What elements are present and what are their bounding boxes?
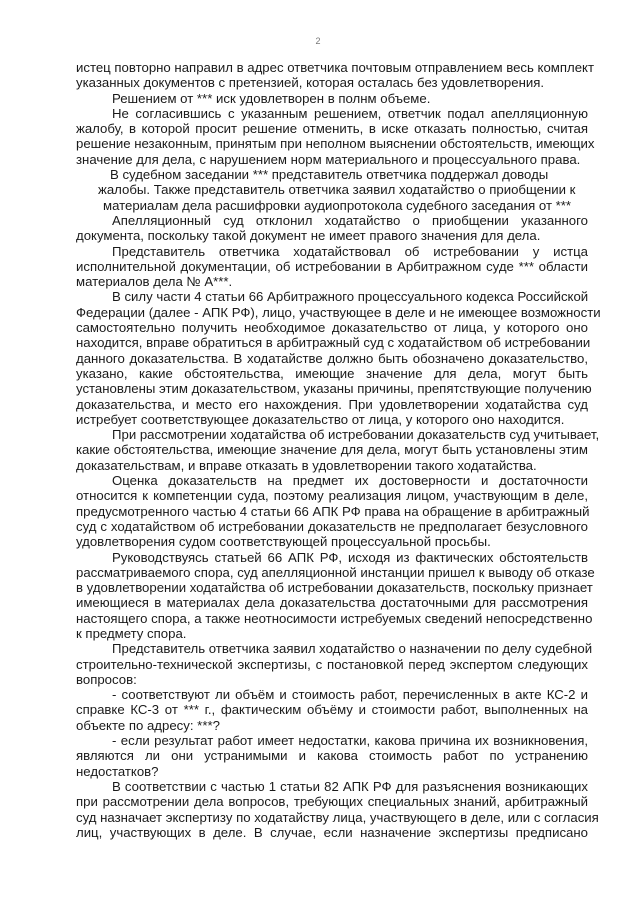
text-line: документа, поскольку такой документ не имеет правого значения для дела. [76,228,541,244]
text-line: решение незаконным, принятым при неполном выяснении обстоятельств, имеющих [76,136,595,152]
text-line: Представитель ответчика ходатайствовал об истребовании у истца [112,243,588,259]
text-line: В судебном заседании *** представитель ответчика поддержал доводы [110,167,549,183]
text-line: вопросов: [76,671,137,687]
text-line: находится, вправе обратиться в арбитражный суд с ходатайством об истребовании [76,335,591,351]
text-line: жалобу, в которой просит решение отменить, в иске отказать полностью, считая [76,121,588,137]
text-line: доказательствам, и вправе отказать в удовлетворении такого ходатайства. [76,457,537,473]
document-body [76,60,601,840]
text-line: недостатков? [76,763,159,779]
text-line: суд с ходатайством об истребовании доказательств не предполагает безусловного [76,518,588,534]
text-line: относится к компетенции суда, поэтому реализация лицом, участвующим в деле, [76,488,588,504]
text-line: При рассмотрении ходатайства об истребовании доказательств суд учитывает, [112,427,600,443]
text-line: имеющиеся в материалах дела доказательства достаточными для рассмотрения [76,595,588,611]
text-line: истец повторно направил в адрес ответчика почтовым отправлением весь комплект [76,60,594,75]
text-line: являются ли они устранимыми и какова стоимость работ по устранению [76,748,588,764]
text-line: материалам дела расшифровки аудиопротокола судебного заседания от *** [103,197,572,213]
text-line: удовлетворения судом соответствующей процессуальной просьбы. [76,534,491,550]
text-line: рассматриваемого спора, суд апелляционной инстанции пришел к выводу об отказе [76,564,595,580]
text-line: Не согласившись с указанным решением, ответчик подал апелляционную [112,105,588,121]
text-line: справке КС-3 от *** г., фактическим объёму и стоимости работ, выполненных на [76,702,588,718]
text-line: предусмотренного частью 4 статьи 66 АПК РФ права на обращение в арбитражный [76,503,590,519]
text-line: к предмету спора. [76,625,187,641]
text-line: указанных документов с претензией, которая осталась без удовлетворения. [76,75,545,91]
text-line: указано, какие обстоятельства, имеющие значение для дела, могут быть [76,365,588,381]
text-line: Руководствуясь статьей 66 АПК РФ, исходя из фактических обстоятельств [112,549,588,565]
text-line: настоящего спора, а также неотносимости истребуемых сведений непосредственно [76,610,593,626]
text-line: Апелляционный суд отклонил ходатайство о приобщении указанного [112,212,588,228]
text-line: - соответствуют ли объём и стоимость работ, перечисленных в акте КС-2 и [112,687,588,703]
text-line: жалобы. Также представитель ответчика заявил ходатайство о приобщении к [98,182,576,198]
text-line: установлены этим доказательством, указаны причины, препятствующие получению [76,381,592,397]
text-line: исполнительной документации, об истребовании в Арбитражном суде *** области [76,258,588,274]
page-number: 2 [315,36,321,46]
text-line: данного доказательства. В ходатайстве должно быть обозначено доказательство, [76,350,588,366]
text-line: объекте по адресу: ***? [76,717,220,733]
text-line: доказательства, и место его нахождения. При удовлетворении ходатайства суд [76,396,588,412]
text-line: строительно-технической экспертизы, с постановкой перед экспертом следующих [76,656,588,672]
text-line: Представитель ответчика заявил ходатайство о назначении по делу судебной [112,641,593,657]
text-line: Федерации (далее - АПК РФ), лицо, участвующее в деле и не имеющее возможности [76,304,601,320]
text-line: Оценка доказательств на предмет их достоверности и достаточности [112,473,588,489]
text-line: самостоятельно получить необходимое доказательство от лица, у которого оно [76,320,588,336]
text-line: лиц, участвующих в деле. В случае, если назначение экспертизы предписано [76,824,588,840]
text-line: истребует соответствующее доказательство от лица, у которого оно находится. [76,411,565,427]
text-line: в удовлетворении ходатайства об истребовании доказательств, поскольку признает [76,580,593,596]
text-line: суд назначает экспертизу по ходатайству лица, участвующего в деле, или с согласия [76,809,599,825]
text-line: Решением от *** иск удовлетворен в полнм объеме. [112,90,431,106]
text-line: какие обстоятельства, имеющие значение для дела, могут быть установлены этим [76,442,588,458]
text-line: материалов дела № А***. [76,274,233,290]
text-line: значение для дела, с нарушением норм материального и процессуального права. [76,151,581,167]
text-line: В соответствии с частью 1 статьи 82 АПК РФ для разъяснения возникающих [112,778,588,794]
text-line: - если результат работ имеет недостатки, какова причина их возникновения, [112,733,588,749]
text-line: при рассмотрении дела вопросов, требующих специальных знаний, арбитражный [76,794,588,810]
text-line: В силу части 4 статьи 66 Арбитражного процессуального кодекса Российской [112,289,589,305]
